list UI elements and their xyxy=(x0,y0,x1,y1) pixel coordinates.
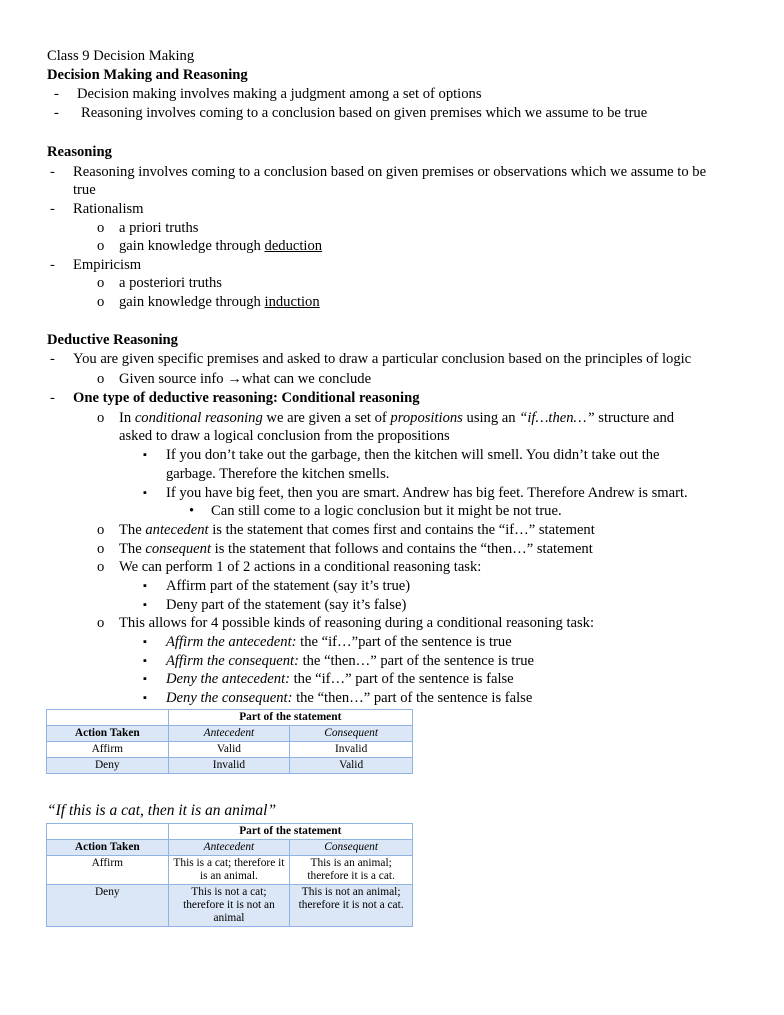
cell-line: is an animal. xyxy=(199,870,258,882)
text-run: the “if…” part of the sentence is false xyxy=(289,671,514,687)
text-run: the “then…” part of the sentence is true xyxy=(298,653,534,669)
actions-intro: We can perform 1 of 2 actions in a conditional reasoning task: xyxy=(119,559,482,575)
text-run: structure and xyxy=(594,410,675,426)
text-run: the “if…”part of the sentence is true xyxy=(296,634,512,650)
antecedent-definition xyxy=(119,521,595,539)
text-run: is the statement that follows and contains the “then…” statement xyxy=(211,541,593,557)
kind-item xyxy=(166,633,512,651)
dash-bullet: - xyxy=(50,257,55,273)
sub-list-item xyxy=(119,293,320,311)
square-bullet: ▪ xyxy=(143,599,147,611)
action-item: Deny part of the statement (say it’s false) xyxy=(166,597,407,613)
text-run: what can we conclude xyxy=(241,371,372,387)
table-cell-action: Deny xyxy=(47,758,169,774)
dash-bullet: - xyxy=(54,105,59,121)
dash-bullet: - xyxy=(50,201,55,217)
circle-bullet: o xyxy=(97,238,105,254)
cell-line: therefore it is a cat. xyxy=(307,870,395,882)
table-row xyxy=(47,758,413,774)
section-heading-deductive-reasoning: Deductive Reasoning xyxy=(47,332,178,348)
table-cell xyxy=(290,856,413,885)
circle-bullet: o xyxy=(97,522,105,538)
cell-line: This is not an animal; xyxy=(301,886,401,898)
italic-term: “if…then…” xyxy=(519,410,595,426)
example-item: If you have big feet, then you are smart. Andrew has big feet. Therefore Andrew is smart. xyxy=(166,485,688,501)
text-run: gain knowledge through xyxy=(119,294,265,310)
table-cell: Valid xyxy=(290,758,413,774)
table-row xyxy=(47,856,413,885)
list-item: Reasoning involves coming to a conclusion based on given premises which we assume to be true xyxy=(81,105,648,121)
consequent-definition xyxy=(119,540,593,558)
cell-line: animal xyxy=(213,912,245,924)
dash-bullet: - xyxy=(50,164,55,180)
circle-bullet: o xyxy=(97,371,105,387)
text-run: is the statement that comes first and contains the “if…” statement xyxy=(208,522,595,538)
sub-list-item xyxy=(119,370,371,388)
example-note: Can still come to a logic conclusion but it might be not true. xyxy=(211,503,562,519)
table-cell: Invalid xyxy=(168,758,290,774)
text-run: using an xyxy=(462,410,520,426)
text-run: In xyxy=(119,410,135,426)
list-item: You are given specific premises and asked to draw a particular conclusion based on the principles of logic xyxy=(73,351,692,367)
right-arrow-icon: → xyxy=(227,371,242,387)
section-heading-reasoning: Reasoning xyxy=(47,144,112,160)
kind-item xyxy=(166,670,514,688)
example-item: If you don’t take out the garbage, then the kitchen will smell. You didn’t take out the xyxy=(166,447,660,463)
table-corner-cell xyxy=(47,710,169,726)
example-table xyxy=(46,823,413,927)
italic-term: consequent xyxy=(145,541,211,557)
cell-line: therefore it is not an xyxy=(183,899,275,911)
conditional-definition-continuation: asked to draw a logical conclusion from the propositions xyxy=(119,428,450,444)
table-cell-action: Affirm xyxy=(47,742,169,758)
table-cell xyxy=(290,885,413,927)
table-group-header: Part of the statement xyxy=(168,710,412,726)
table-col-header-antecedent: Antecedent xyxy=(168,840,290,856)
italic-term: propositions xyxy=(390,410,463,426)
section-heading-decision-making: Decision Making and Reasoning xyxy=(47,67,248,83)
table-cell: Valid xyxy=(168,742,290,758)
list-item: Decision making involves making a judgment among a set of options xyxy=(77,86,482,102)
sub-list-item: a priori truths xyxy=(119,220,199,236)
square-bullet: ▪ xyxy=(143,673,147,685)
circle-bullet: o xyxy=(97,220,105,236)
table-cell xyxy=(168,856,290,885)
text-run: The xyxy=(119,522,146,538)
italic-term: Deny the consequent: xyxy=(166,690,293,706)
table-row xyxy=(47,885,413,927)
table-cell-action: Deny xyxy=(47,885,169,927)
circle-bullet: o xyxy=(97,294,105,310)
list-item: Reasoning involves coming to a conclusion based on given premises or observations which we assume to be xyxy=(73,164,707,180)
circle-bullet: o xyxy=(97,541,105,557)
kind-item xyxy=(166,689,532,707)
square-bullet: ▪ xyxy=(143,655,147,667)
cell-line: This is an animal; xyxy=(310,857,392,869)
table-col-header-consequent: Consequent xyxy=(290,726,413,742)
text-run: gain knowledge through xyxy=(119,238,265,254)
square-bullet: ▪ xyxy=(143,636,147,648)
square-bullet: ▪ xyxy=(143,692,147,704)
square-bullet: ▪ xyxy=(143,487,147,499)
underlined-term-induction: induction xyxy=(264,294,320,310)
conditional-definition xyxy=(119,409,674,427)
text-run: we are given a set of xyxy=(262,410,391,426)
table-cell xyxy=(168,885,290,927)
list-item-rationalism: Rationalism xyxy=(73,201,144,217)
table-row-header: Action Taken xyxy=(47,840,169,856)
square-bullet: ▪ xyxy=(143,580,147,592)
example-title: “If this is a cat, then it is an animal” xyxy=(47,802,277,819)
sub-list-item: a posteriori truths xyxy=(119,275,222,291)
table-cell-action: Affirm xyxy=(47,856,169,885)
text-run: the “then…” part of the sentence is false xyxy=(292,690,533,706)
circle-bullet: o xyxy=(97,559,105,575)
dash-bullet: - xyxy=(50,390,55,406)
kinds-intro: This allows for 4 possible kinds of reasoning during a conditional reasoning task: xyxy=(119,615,595,631)
table-col-header-antecedent: Antecedent xyxy=(168,726,290,742)
square-bullet: ▪ xyxy=(143,449,147,461)
italic-term: conditional reasoning xyxy=(134,410,263,426)
italic-term: antecedent xyxy=(145,522,209,538)
table-row-header: Action Taken xyxy=(47,726,169,742)
dot-bullet: • xyxy=(189,503,195,519)
cell-line: This is not a cat; xyxy=(191,886,267,898)
circle-bullet: o xyxy=(97,275,105,291)
italic-term: Affirm the antecedent: xyxy=(166,634,297,650)
sub-list-item xyxy=(119,237,322,255)
circle-bullet: o xyxy=(97,410,105,426)
dash-bullet: - xyxy=(50,351,55,367)
circle-bullet: o xyxy=(97,615,105,631)
list-item-conditional-reasoning: One type of deductive reasoning: Conditional reasoning xyxy=(73,390,420,406)
example-item-continuation: garbage. Therefore the kitchen smells. xyxy=(166,466,390,482)
list-item-empiricism: Empiricism xyxy=(73,257,142,273)
underlined-term-deduction: deduction xyxy=(264,238,323,254)
text-run: Given source info xyxy=(119,371,228,387)
cell-line: This is a cat; therefore it xyxy=(173,857,285,869)
table-corner-cell xyxy=(47,824,169,840)
kind-item xyxy=(166,652,534,670)
italic-term: Affirm the consequent: xyxy=(166,653,299,669)
validity-table xyxy=(46,709,413,774)
action-item: Affirm part of the statement (say it’s true) xyxy=(166,578,411,594)
table-group-header: Part of the statement xyxy=(168,824,412,840)
list-item-continuation: true xyxy=(73,182,96,198)
class-title: Class 9 Decision Making xyxy=(47,48,195,64)
table-cell: Invalid xyxy=(290,742,413,758)
italic-term: Deny the antecedent: xyxy=(166,671,290,687)
table-col-header-consequent: Consequent xyxy=(290,840,413,856)
text-run: The xyxy=(119,541,146,557)
table-row xyxy=(47,742,413,758)
dash-bullet: - xyxy=(54,86,59,102)
cell-line: therefore it is not a cat. xyxy=(298,899,404,911)
